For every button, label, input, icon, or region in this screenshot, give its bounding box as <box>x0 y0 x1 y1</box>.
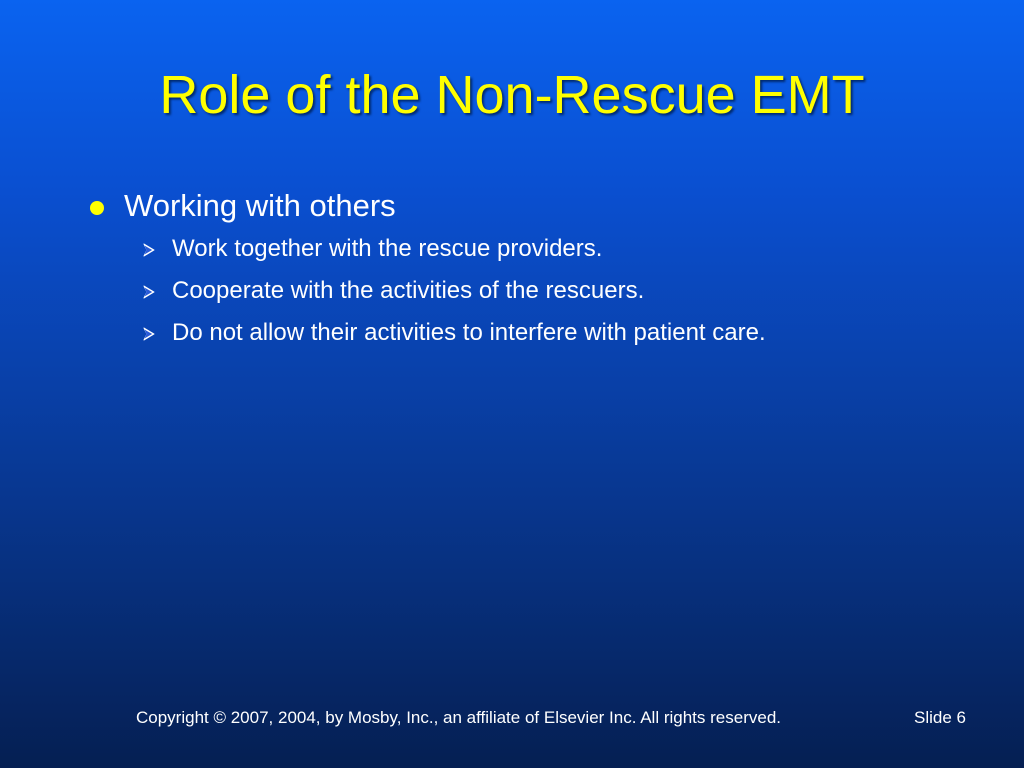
sub-bullet-list <box>140 228 968 354</box>
arrowhead-right-icon <box>140 325 158 343</box>
copyright-text: Copyright © 2007, 2004, by Mosby, Inc., an affiliate of Elsevier Inc. All rights reserved. <box>136 708 781 727</box>
slide-title: Role of the Non-Rescue EMT <box>159 65 865 125</box>
bullet-item <box>88 184 968 228</box>
bullet-list <box>88 184 968 354</box>
sub-bullet-text: Work together with the rescue providers. <box>172 235 603 262</box>
sub-bullet-item <box>140 312 968 354</box>
sub-bullet-text: Do not allow their activities to interfere with patient care. <box>172 319 766 346</box>
sub-bullet-item <box>140 270 968 312</box>
bullet-text: Working with others <box>124 188 396 223</box>
bullet-dot-icon <box>90 201 104 215</box>
slide-number: Slide 6 <box>914 708 966 727</box>
arrowhead-right-icon <box>140 283 158 301</box>
sub-bullet-text: Cooperate with the activities of the rescuers. <box>172 277 645 304</box>
arrowhead-right-icon <box>140 241 158 259</box>
slide-footer <box>0 704 1024 732</box>
sub-bullet-item <box>140 228 968 270</box>
